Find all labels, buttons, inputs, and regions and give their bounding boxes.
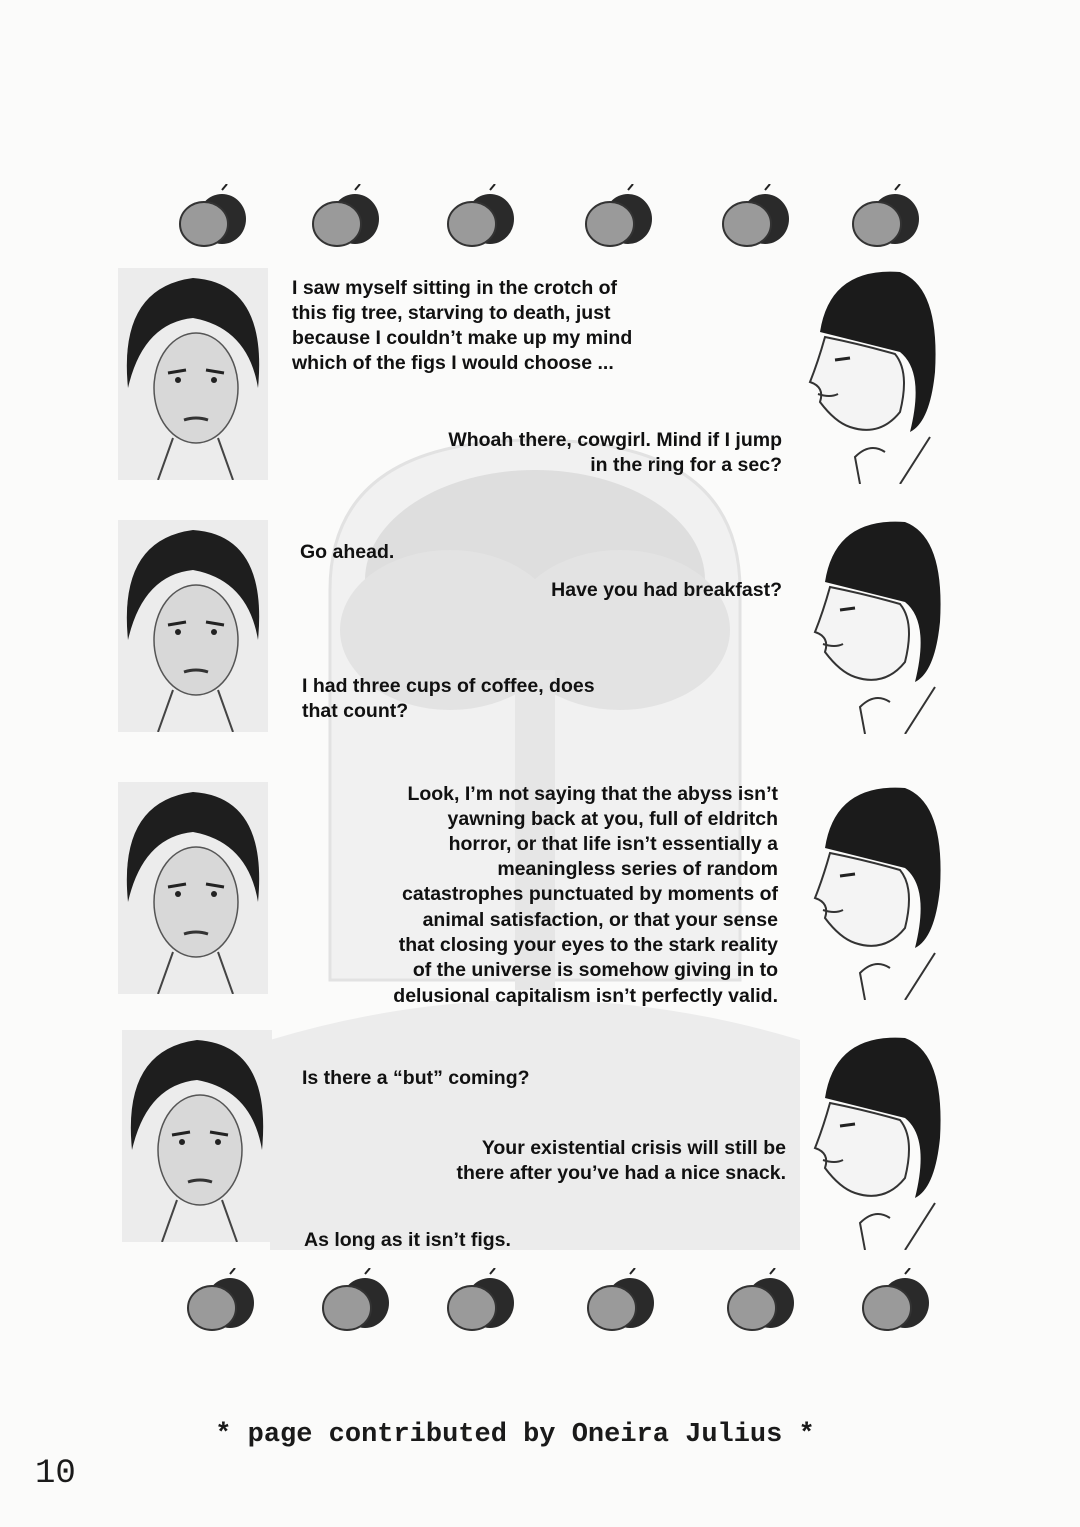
dialogue-line: Is there a “but” coming? (302, 1067, 530, 1089)
page-credit: * page contributed by Oneira Julius * (215, 1420, 815, 1450)
dialogue-line: animal satisfaction, or that your sense (422, 909, 778, 931)
right-character-portrait (795, 1028, 945, 1250)
fig-icon (720, 1268, 800, 1338)
fig-icon (855, 1268, 935, 1338)
dialogue-line: Look, I’m not saying that the abyss isn’t (407, 783, 778, 805)
fig-icon (305, 184, 385, 254)
right-character-portrait (795, 778, 945, 1000)
dialogue-line: that closing your eyes to the stark reality (398, 934, 778, 956)
dialogue-line: that count? (302, 700, 409, 722)
dialogue-line: As long as it isn’t figs. (304, 1229, 511, 1251)
page-number: 10 (35, 1455, 76, 1493)
fig-icon (440, 184, 520, 254)
left-character-portrait (118, 268, 268, 480)
dialogue-line: in the ring for a sec? (590, 454, 782, 476)
fig-icon (578, 184, 658, 254)
fig-icon (180, 1268, 260, 1338)
dialogue-line: Have you had breakfast? (551, 579, 782, 601)
dialogue-line: I saw myself sitting in the crotch of (292, 277, 618, 299)
right-character-portrait (795, 512, 945, 734)
dialogue-line: meaningless series of random (497, 858, 778, 880)
dialogue-line: yawning back at you, full of eldritch (447, 808, 778, 830)
fig-icon (440, 1268, 520, 1338)
left-character-portrait (118, 520, 268, 732)
dialogue-line: which of the figs I would choose ... (292, 352, 614, 374)
dialogue-line: delusional capitalism isn’t perfectly valid. (393, 985, 778, 1007)
fig-icon (172, 184, 252, 254)
fig-icon (580, 1268, 660, 1338)
dialogue-line: this fig tree, starving to death, just (292, 302, 611, 324)
dialogue-line: because I couldn’t make up my mind (292, 327, 633, 349)
dialogue-line: I had three cups of coffee, does (302, 675, 595, 697)
dialogue-line: catastrophes punctuated by moments of (402, 883, 778, 905)
fig-icon (315, 1268, 395, 1338)
dialogue-line: horror, or that life isn’t essentially a (448, 833, 778, 855)
fig-icon (845, 184, 925, 254)
left-character-portrait (118, 782, 268, 994)
right-character-portrait (790, 262, 940, 484)
fig-icon (715, 184, 795, 254)
dialogue-line: Go ahead. (300, 541, 395, 563)
left-character-portrait (122, 1030, 272, 1242)
dialogue-line: of the universe is somehow giving in to (412, 959, 778, 981)
dialogue-line: Your existential crisis will still be (481, 1137, 786, 1159)
dialogue-line: Whoah there, cowgirl. Mind if I jump (448, 429, 782, 451)
dialogue-line: there after you’ve had a nice snack. (456, 1162, 786, 1184)
